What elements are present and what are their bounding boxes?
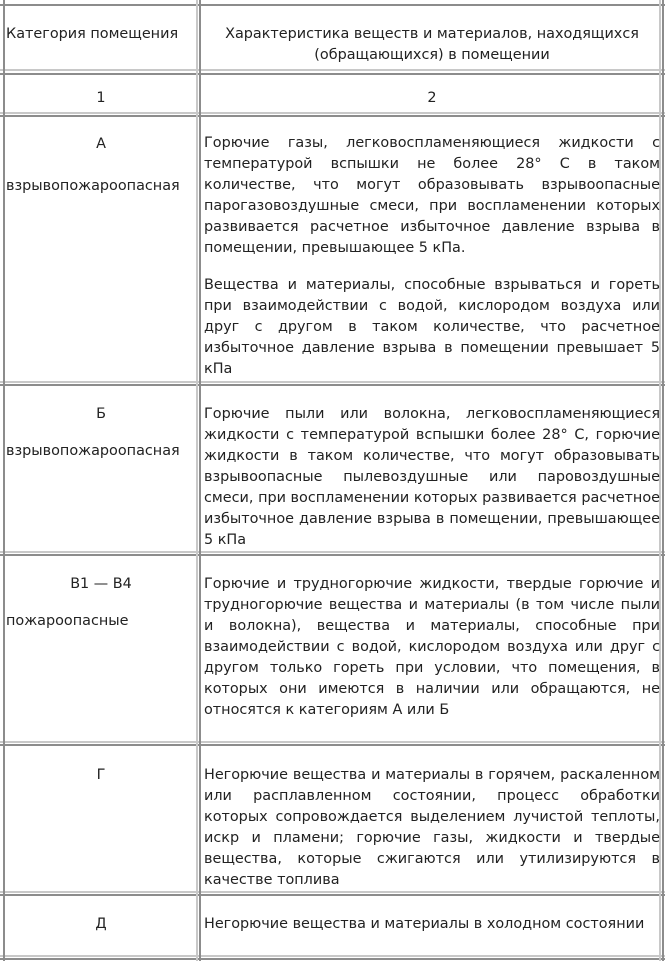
row-divider	[0, 73, 665, 75]
row-divider	[0, 69, 665, 71]
row-divider	[0, 741, 665, 743]
row-divider	[0, 381, 665, 383]
category-description: Вещества и материалы, способные взрываться и гореть при взаимодействии с водой, кислородом воздуха или друг с другом в таком количестве, что расчетное избыточное давление взрыва в помещении превышает 5 кПа	[204, 277, 660, 377]
table-border-right	[662, 0, 664, 961]
table-border-top	[0, 4, 665, 6]
column-divider	[196, 0, 198, 961]
category-description: Негорючие вещества и материалы в горячем, раскаленном или расплавленном состоянии, процесс обработки которых сопровождается выделением лучистой теплоты, искр и пламени; горючие газы, жидкости и твердые вещества, которые сжигаются или утилизируются в качестве топлива	[204, 767, 660, 888]
column-number-1: 1	[96, 90, 106, 106]
category-name: пожароопасные	[6, 613, 129, 629]
category-description: Горючие и трудногорючие жидкости, твердые горючие и трудногорючие вещества и материалы (в том числе пыли и волокна), вещества и материалы, способные при взаимодействии с водой, кислородом воздуха или друг с другом только гореть при условии, что помещения, в которых они имеются в наличии или обращаются, не относятся к категориям А или Б	[204, 576, 660, 718]
table-border-left	[3, 0, 5, 961]
category-description: Горючие пыли или волокна, легковоспламеняющиеся жидкости с температурой вспышки более 28° С, горючие жидкости в таком количестве, что могут образовывать взрывоопасные пылевоздушные или паровоздушные смеси, при воспламенении которых развивается расчетное избыточное давление взрыва в помещении, превышающее 5 кПа	[204, 406, 660, 548]
category-letter: Д	[95, 916, 107, 932]
row-divider	[0, 891, 665, 893]
header-characteristic-label: Характеристика веществ и материалов, находящихся (обращающихся) в помещении	[225, 26, 639, 63]
category-description: Негорючие вещества и материалы в холодном состоянии	[204, 916, 645, 932]
category-name: взрывопожароопасная	[6, 178, 180, 194]
row-divider	[0, 112, 665, 114]
category-letter: А	[96, 136, 106, 152]
category-name: взрывопожароопасная	[6, 443, 180, 459]
category-letter: Г	[96, 767, 106, 783]
header-category-label: Категория помещения	[6, 26, 179, 42]
row-divider	[0, 551, 665, 553]
row-divider	[0, 894, 665, 896]
row-divider	[0, 955, 665, 957]
row-divider	[0, 115, 665, 117]
category-letter: Б	[96, 406, 106, 422]
column-number-2: 2	[427, 90, 437, 106]
column-divider	[199, 0, 201, 961]
row-divider	[0, 384, 665, 386]
row-divider	[0, 744, 665, 746]
category-description: Горючие газы, легковоспламеняющиеся жидкости с температурой вспышки не более 28° С в таком количестве, что могут образовывать взрывоопасные парогазовоздушные смеси, при воспламенении которых развивается расчетное избыточное давление взрыва в помещении, превышающее 5 кПа.	[204, 135, 660, 256]
table-border-bottom	[0, 958, 665, 960]
row-divider	[0, 554, 665, 556]
category-letter: В1 — В4	[70, 576, 132, 592]
